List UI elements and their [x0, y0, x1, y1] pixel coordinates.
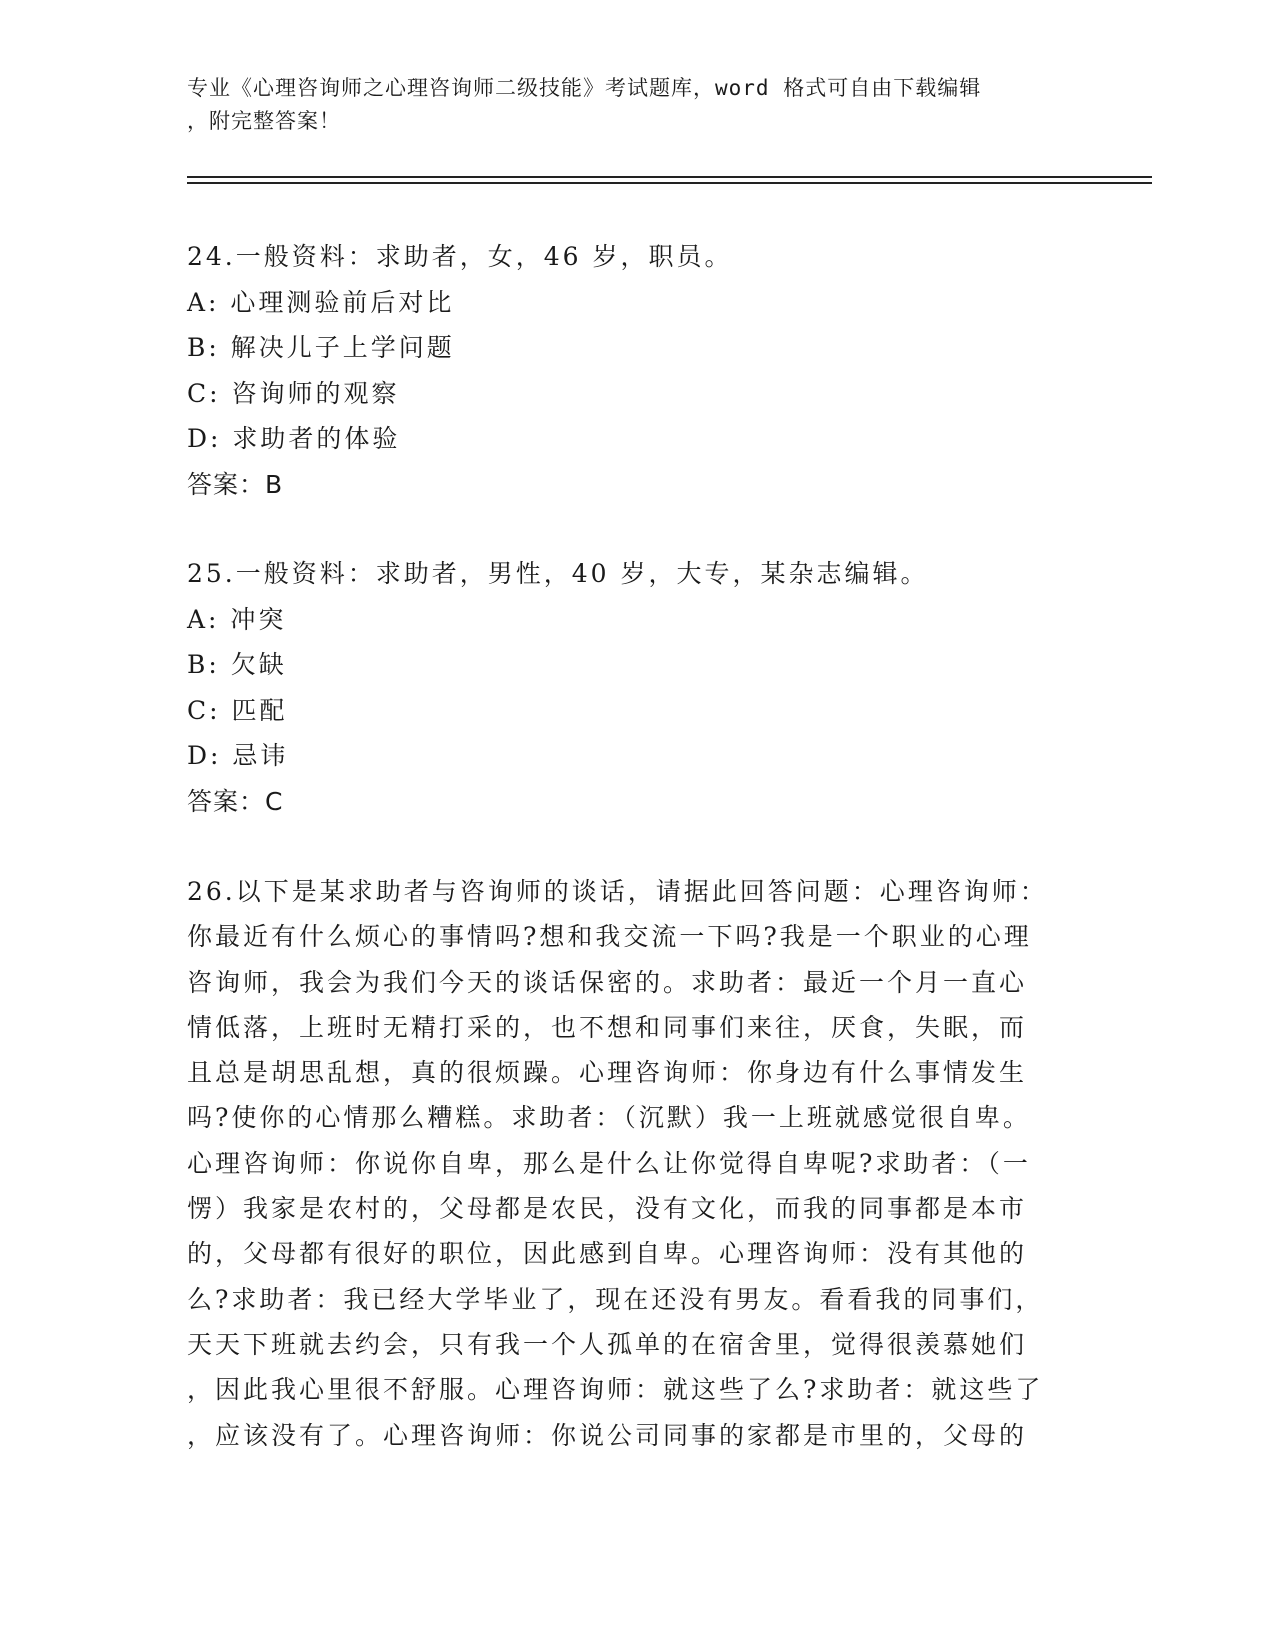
question-text-line: 26.以下是某求助者与咨询师的谈话，请据此回答问题：心理咨询师：: [187, 877, 1048, 906]
option-d: D: 忌讳: [187, 741, 289, 770]
question-24: [187, 234, 1067, 507]
question-text-line: 心理咨询师：你说你自卑，那么是什么让你觉得自卑呢?求助者：（一: [187, 1148, 1031, 1178]
question-text-line: 你最近有什么烦心的事情吗?想和我交流一下吗?我是一个职业的心理: [187, 922, 1032, 952]
question-text-line: 吗?使你的心情那么糟糕。求助者：（沉默）我一上班就感觉很自卑。: [187, 1103, 1031, 1133]
option-c: C: 匹配: [187, 695, 288, 725]
question-stem: 24.一般资料：求助者，女，46 岁，职员。: [187, 242, 733, 271]
question-stem: 25.一般资料：求助者，男性，40 岁，大专，某杂志编辑。: [187, 559, 929, 588]
answer-label: 答案：B: [187, 469, 284, 499]
question-text-line: 情低落，上班时无精打采的，也不想和同事们来往，厌食，失眠，而: [187, 1012, 1028, 1042]
option-a: A: 心理测验前后对比: [187, 287, 455, 317]
question-text-line: 天天下班就去约会，只有我一个人孤单的在宿舍里，觉得很羡慕她们: [187, 1329, 1028, 1359]
header-divider-top: [187, 176, 1152, 178]
header-divider-bottom: [187, 182, 1152, 184]
header-line-1: 专业《心理咨询师之心理咨询师二级技能》考试题库，word 格式可自由下载编辑: [187, 76, 982, 100]
option-b: B: 解决儿子上学问题: [187, 333, 455, 362]
question-text-line: 么?求助者：我已经大学毕业了，现在还没有男友。看看我的同事们，: [187, 1284, 1044, 1314]
answer-label: 答案：C: [187, 786, 284, 816]
question-text-line: 愣）我家是农村的，父母都是农民，没有文化，而我的同事都是本市: [187, 1194, 1028, 1224]
document-header: [187, 72, 1087, 138]
option-c: C: 咨询师的观察: [187, 378, 400, 408]
question-26: [187, 869, 1067, 1458]
question-text-line: ，应该没有了。心理咨询师：你说公司同事的家都是市里的，父母的: [187, 1420, 1028, 1450]
option-b: B: 欠缺: [187, 650, 287, 679]
question-text-line: 的，父母都有很好的职位，因此感到自卑。心理咨询师：没有其他的: [187, 1239, 1028, 1269]
header-line-2: ，附完整答案！: [187, 109, 341, 133]
question-text-line: 且总是胡思乱想，真的很烦躁。心理咨询师：你身边有什么事情发生: [187, 1058, 1028, 1088]
question-25: [187, 551, 1067, 824]
option-d: D: 求助者的体验: [187, 424, 401, 453]
option-a: A: 冲突: [187, 604, 287, 634]
question-text-line: ，因此我心里很不舒服。心理咨询师：就这些了么?求助者：就这些了: [187, 1375, 1044, 1405]
question-text-line: 咨询师，我会为我们今天的谈话保密的。求助者：最近一个月一直心: [187, 967, 1028, 997]
